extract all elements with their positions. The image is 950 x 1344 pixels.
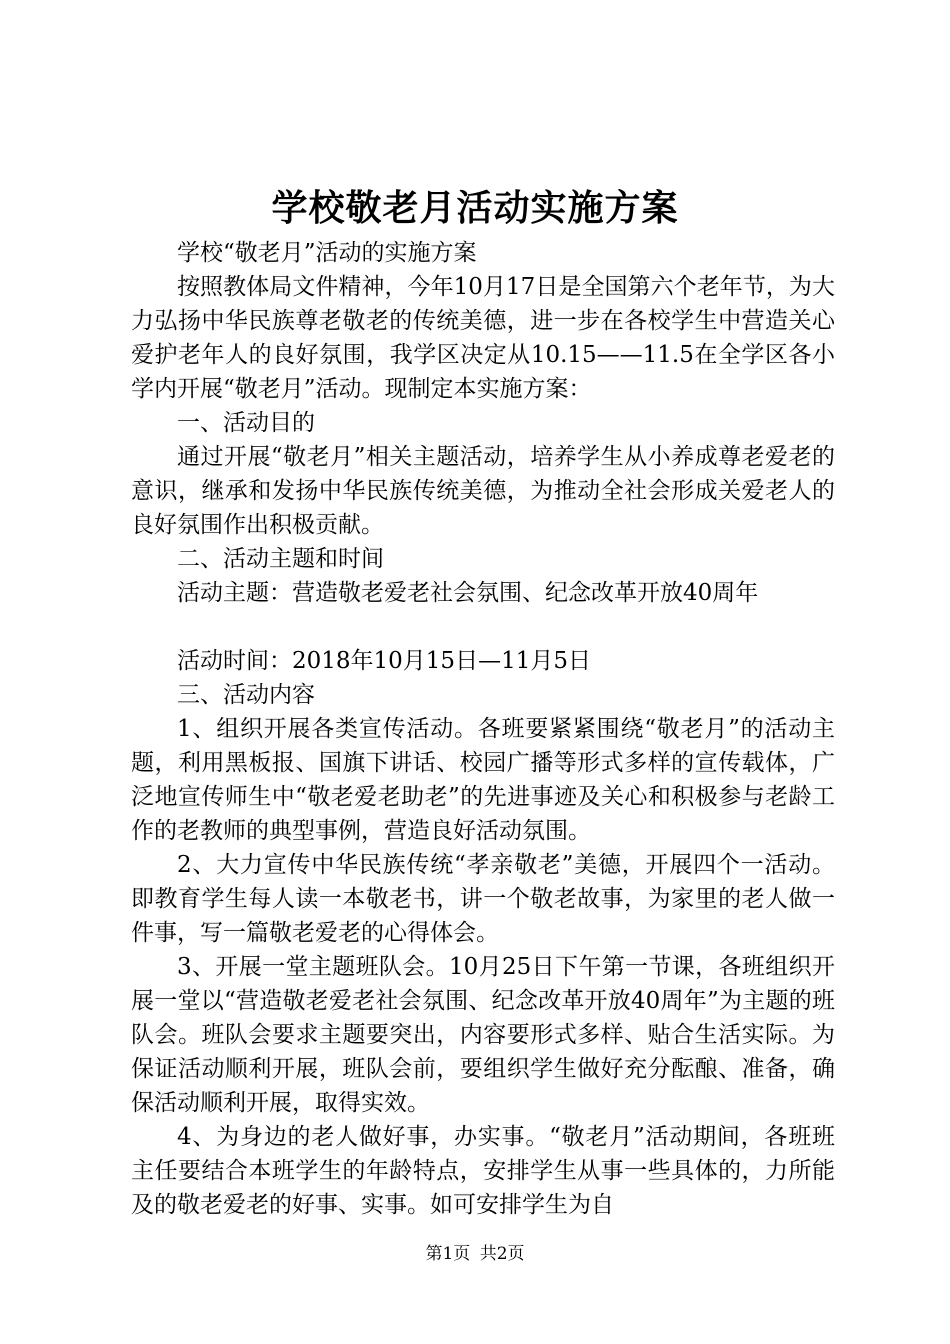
content-item-3: 3、开展一堂主题班队会。10月25日下午第一节课，各班组织开展一堂以“营造敬老爱老社会氛围、纪念改革开放40周年”为主题的班队会。班队会要求主题要突出，内容要形式多样、贴合生活实际。为保证活动顺利开展，班队会前，要组织学生做好充分酝酿、准备，确保活动顺利开展，取得实效。 [131, 954, 835, 1116]
purpose-paragraph: 通过开展“敬老月”相关主题活动，培养学生从小养成尊老爱老的意识，继承和发扬中华民族传统美德，为推动全社会形成关爱老人的良好氛围作出积极贡献。 [131, 444, 835, 538]
page-total: 共2页 [479, 1244, 525, 1264]
content-item-4: 4、为身边的老人做好事，办实事。“敬老月”活动期间，各班班主任要结合本班学生的年龄特点，安排学生从事一些具体的，力所能及的敬老爱老的好事、实事。如可安排学生为自 [131, 1124, 835, 1218]
intro-paragraph: 按照教体局文件精神，今年10月17日是全国第六个老年节，为大力弘扬中华民族尊老敬老的传统美德，进一步在各校学生中营造关心爱护老年人的良好氛围，我学区决定从10.15——11.5在全学区各小学内开展“敬老月”活动。现制定本实施方案： [131, 274, 835, 402]
content-item-1: 1、组织开展各类宣传活动。各班要紧紧围绕“敬老月”的活动主题，利用黑板报、国旗下讲话、校园广播等形式多样的宣传载体，广泛地宣传师生中“敬老爱老助老”的先进事迹及关心和积极参与老龄工作的老教师的典型事例，营造良好活动氛围。 [131, 716, 835, 844]
document-title: 学校敬老月活动实施方案 [271, 187, 679, 229]
page-footer [0, 1243, 950, 1265]
section-heading-content: 三、活动内容 [177, 682, 315, 708]
document-body [131, 236, 835, 1222]
time-paragraph: 活动时间：2018年10月15日—11月5日 [177, 648, 591, 674]
blank-line [131, 610, 835, 644]
section-heading-theme-time: 二、活动主题和时间 [177, 546, 384, 572]
section-heading-purpose: 一、活动目的 [177, 410, 315, 436]
theme-paragraph: 活动主题：营造敬老爱老社会氛围、纪念改革开放40周年 [177, 580, 759, 606]
subtitle-paragraph: 学校“敬老月”活动的实施方案 [177, 240, 477, 266]
content-item-2: 2、大力宣传中华民族传统“孝亲敬老”美德，开展四个一活动。即教育学生每人读一本敬老书，讲一个敬老故事，为家里的老人做一件事，写一篇敬老爱老的心得体会。 [131, 852, 835, 946]
page-number: 第1页 [425, 1244, 471, 1264]
